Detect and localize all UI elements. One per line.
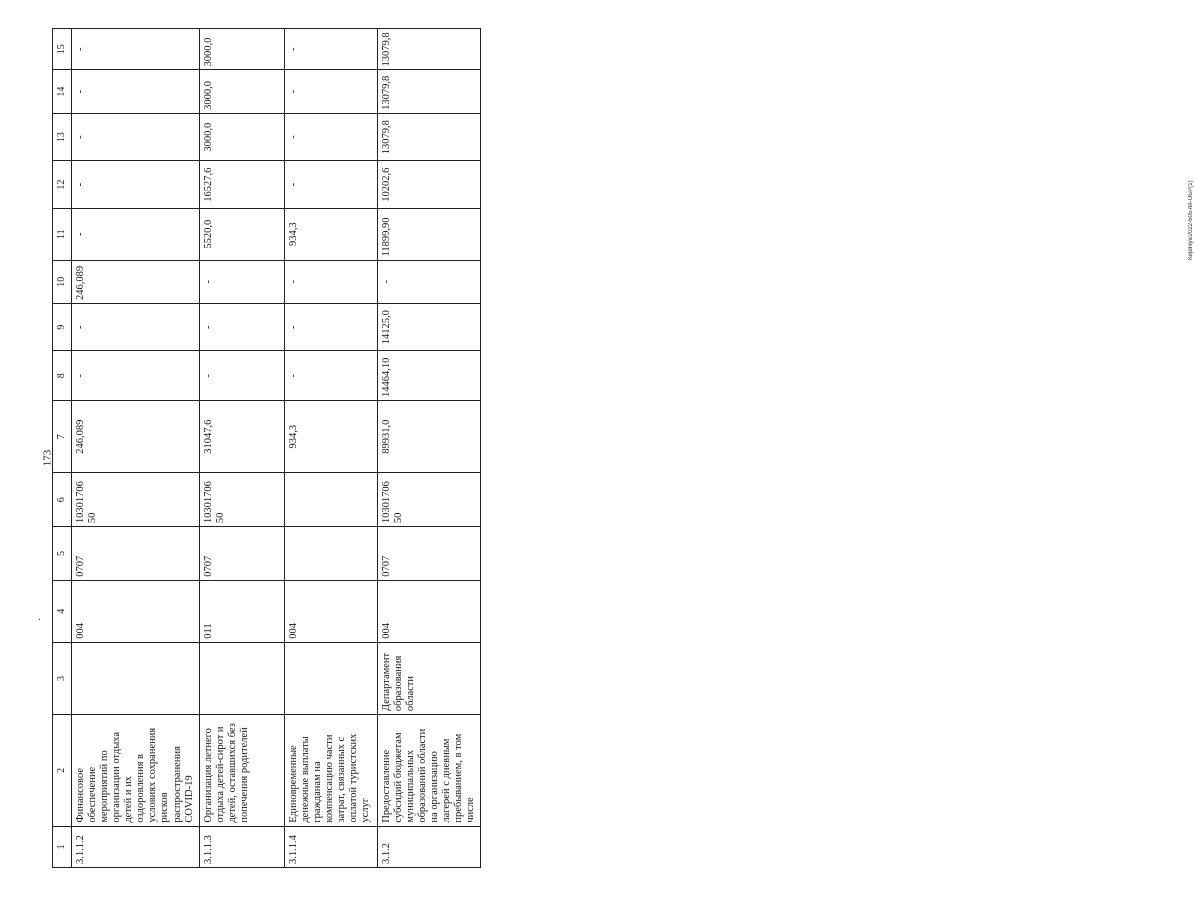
row-total: 246,089 [72, 401, 200, 473]
col-header: 14 [53, 70, 72, 113]
row-year-value: 13079,8 [377, 113, 481, 161]
row-total: 934,3 [284, 401, 377, 473]
row-section: 0707 [377, 527, 481, 581]
col-header: 3 [53, 642, 72, 714]
row-year-value: - [284, 113, 377, 161]
col-header: 15 [53, 29, 72, 70]
row-year-value: 934,3 [284, 208, 377, 260]
table-row [72, 29, 200, 868]
col-header: 13 [53, 113, 72, 161]
row-section: 0707 [199, 527, 284, 581]
table-row [284, 29, 377, 868]
row-year-value: 13079,8 [377, 29, 481, 70]
row-year-value: - [284, 303, 377, 351]
col-header: 9 [53, 303, 72, 351]
row-year-value: - [72, 303, 200, 351]
row-responsible [199, 642, 284, 714]
header-row [53, 29, 72, 868]
row-year-value: - [199, 351, 284, 401]
row-grbs: 004 [72, 580, 200, 642]
row-target: 1030170650 [72, 473, 200, 527]
col-header: 8 [53, 351, 72, 401]
row-year-value: 3000,0 [199, 29, 284, 70]
row-year-value: - [284, 260, 377, 303]
row-year-value: 13079,8 [377, 70, 481, 113]
row-year-value: - [72, 70, 200, 113]
col-header: 4 [53, 580, 72, 642]
col-header: 11 [53, 208, 72, 260]
row-target [284, 473, 377, 527]
row-year-value: - [284, 70, 377, 113]
row-total: 89931,0 [377, 401, 481, 473]
row-total: 31047,6 [199, 401, 284, 473]
side-note-container [590, 60, 1194, 260]
row-year-value: - [72, 113, 200, 161]
row-year-value: - [199, 260, 284, 303]
col-header: 6 [53, 473, 72, 527]
row-year-value: - [284, 29, 377, 70]
row-year-value: - [377, 260, 481, 303]
row-year-value: - [72, 29, 200, 70]
row-grbs: 004 [377, 580, 481, 642]
row-year-value: 10202,6 [377, 161, 481, 209]
row-year-value: 3000,0 [199, 70, 284, 113]
row-year-value: 5520,0 [199, 208, 284, 260]
row-year-value: 246,089 [72, 260, 200, 303]
page-number: 173 [41, 449, 54, 467]
col-header: 5 [53, 527, 72, 581]
row-number: 3.1.2 [377, 826, 481, 867]
row-year-value: - [72, 161, 200, 209]
stray-dot: . [38, 612, 41, 623]
table-row [199, 29, 284, 868]
row-year-value: - [284, 351, 377, 401]
col-header: 7 [53, 401, 72, 473]
budget-table [52, 28, 481, 868]
col-header: 2 [53, 715, 72, 827]
row-responsible: Департамент образования области [377, 642, 481, 714]
row-year-value: 14464,10 [377, 351, 481, 401]
table-row [377, 29, 481, 868]
row-year-value: - [72, 208, 200, 260]
row-year-value: 16527,6 [199, 161, 284, 209]
col-header: 12 [53, 161, 72, 209]
row-grbs: 004 [284, 580, 377, 642]
col-header: 10 [53, 260, 72, 303]
row-responsible [72, 642, 200, 714]
row-target: 1030170650 [377, 473, 481, 527]
row-grbs: 011 [199, 580, 284, 642]
row-year-value: - [72, 351, 200, 401]
row-year-value: - [199, 303, 284, 351]
row-year-value: - [284, 161, 377, 209]
row-target: 1030170650 [199, 473, 284, 527]
row-section: 0707 [72, 527, 200, 581]
row-responsible [284, 642, 377, 714]
row-description: Единовременные денежные выплаты гражданам на компенсацию части затрат, связанных с оплатой туристских услуг [284, 715, 377, 827]
row-description: Финансовое обеспечение мероприятий по организации отдыха детей и их оздоровления в условиях сохранения рисков распространения COVID-19 [72, 715, 200, 827]
row-year-value: 3000,0 [199, 113, 284, 161]
row-description: Организация летнего отдыха детей-сирот и детей, оставшихся без попечения родителей [199, 715, 284, 827]
row-number: 3.1.1.4 [284, 826, 377, 867]
rotated-table-container [52, 28, 477, 868]
row-year-value: 11899,90 [377, 208, 481, 260]
row-description: Предоставление субсидий бюджетам муниципальных образований области на организацию лагерей с дневным пребыванием, в том числе [377, 715, 481, 827]
col-header: 1 [53, 826, 72, 867]
row-number: 3.1.1.2 [72, 826, 200, 867]
row-section [284, 527, 377, 581]
row-year-value: 14125,0 [377, 303, 481, 351]
row-number: 3.1.1.3 [199, 826, 284, 867]
side-note: Кирячук/2022-605-пп-ОБР(1) [1188, 180, 1194, 260]
